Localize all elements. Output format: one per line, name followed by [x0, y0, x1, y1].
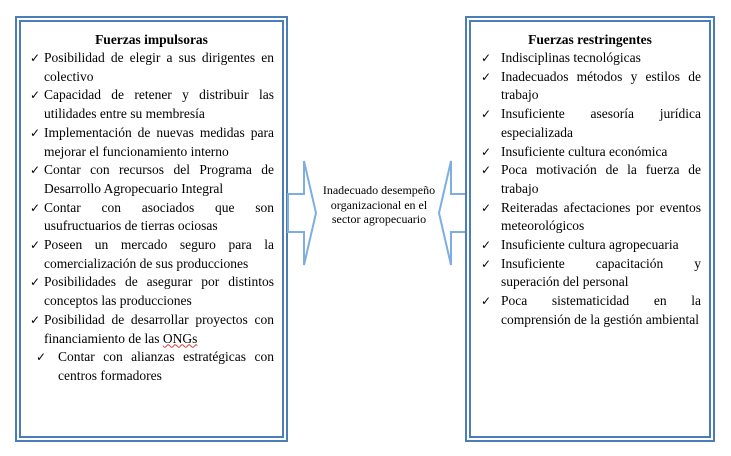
driving-force-item	[30, 273, 274, 310]
check-mark-icon: ✓	[481, 238, 492, 253]
driving-forces-list	[21, 49, 282, 386]
check-mark-icon: ✓	[481, 51, 492, 65]
check-mark-icon: ✓	[481, 107, 492, 122]
driving-force-item	[30, 348, 274, 385]
check-mark-icon: ✓	[30, 163, 41, 178]
restraining-force-item	[481, 105, 701, 142]
driving-force-item	[30, 199, 274, 236]
restraining-force-text: Indisciplinas tecnológicas	[501, 50, 641, 65]
restraining-force-text: Poca motivación de la fuerza de trabajo	[501, 162, 701, 196]
restraining-force-item	[481, 236, 701, 255]
driving-force-text-main: Contar con asociados que son usufructuarios de tierras ociosas	[44, 199, 274, 234]
driving-force-text	[44, 273, 274, 310]
right-arrow-icon	[287, 160, 317, 266]
driving-force-item	[30, 236, 274, 273]
check-mark-icon: ✓	[481, 144, 492, 159]
restraining-force-text: Reiteradas afectaciones por eventos meteorológicos	[501, 199, 701, 234]
check-mark-icon: ✓	[30, 275, 41, 290]
check-mark-icon: ✓	[481, 69, 492, 84]
restraining-force-item	[481, 143, 701, 162]
check-mark-icon: ✓	[481, 200, 492, 215]
check-mark-icon: ✓	[30, 238, 41, 253]
driving-force-text	[44, 199, 274, 236]
check-mark-icon: ✓	[30, 51, 41, 65]
driving-force-text-main: Posibilidad de desarrollar proyectos con financiamiento de las	[44, 311, 274, 346]
restraining-force-text: Insuficiente capacitación y superación del personal	[501, 255, 701, 290]
left-arrow-icon	[438, 160, 468, 266]
driving-force-text-main: Posibilidades de asegurar por distintos conceptos las producciones	[44, 274, 274, 309]
driving-force-item	[30, 124, 274, 161]
spellcheck-flagged-word: ONGs	[162, 330, 198, 346]
driving-force-text	[44, 236, 274, 273]
restraining-force-item	[481, 255, 701, 292]
central-problem-label: Inadecuado desempeño organizacional en el sector agropecuario	[322, 183, 436, 226]
driving-force-item	[30, 161, 274, 198]
driving-force-item	[30, 311, 274, 348]
restraining-force-item	[481, 68, 701, 105]
driving-force-text	[44, 311, 274, 348]
driving-force-text-main: Contar con recursos del Programa de Desarrollo Agropecuario Integral	[44, 162, 274, 196]
restraining-force-text: Insuficiente cultura agropecuaria	[501, 237, 679, 253]
driving-forces-panel	[19, 20, 284, 438]
driving-force-text-main: Implementación de nuevas medidas para mejorar el funcionamiento interno	[44, 124, 274, 159]
driving-force-item	[30, 86, 274, 123]
driving-force-item	[30, 49, 274, 86]
driving-force-text-main: Posibilidad de elegir a sus dirigentes en colectivo	[44, 50, 274, 84]
driving-forces-title: Fuerzas impulsoras	[95, 32, 208, 47]
restraining-force-text: Insuficiente cultura económica	[501, 143, 668, 159]
check-mark-icon: ✓	[36, 350, 47, 365]
restraining-forces-panel	[469, 20, 711, 438]
driving-force-text-main: Poseen un mercado seguro para la comercialización de sus producciones	[44, 237, 274, 271]
restraining-forces-list	[471, 49, 709, 330]
restraining-force-item	[481, 161, 701, 198]
check-mark-icon: ✓	[481, 256, 492, 271]
driving-force-text	[58, 348, 274, 385]
check-mark-icon: ✓	[481, 163, 492, 178]
restraining-force-text: Inadecuados métodos y estilos de trabajo	[501, 68, 701, 103]
driving-force-text	[44, 124, 274, 161]
check-mark-icon: ✓	[30, 312, 41, 327]
check-mark-icon: ✓	[481, 294, 492, 309]
restraining-force-item	[481, 49, 701, 68]
restraining-force-text: Poca sistematicidad en la comprensión de la gestión ambiental	[501, 293, 701, 327]
check-mark-icon: ✓	[30, 125, 41, 140]
driving-force-text	[44, 161, 274, 198]
driving-force-text-main: Contar con alianzas estratégicas con centros formadores	[58, 349, 274, 383]
restraining-forces-title: Fuerzas restringentes	[528, 32, 652, 47]
driving-force-text-main: Capacidad de retener y distribuir las utilidades entre su membresía	[44, 87, 274, 122]
restraining-force-item	[481, 292, 701, 329]
restraining-force-item	[481, 199, 701, 236]
driving-force-text	[44, 49, 274, 86]
driving-force-text	[44, 86, 274, 123]
check-mark-icon: ✓	[30, 88, 41, 103]
check-mark-icon: ✓	[30, 200, 41, 215]
restraining-force-text: Insuficiente asesoría jurídica especializada	[501, 106, 701, 140]
